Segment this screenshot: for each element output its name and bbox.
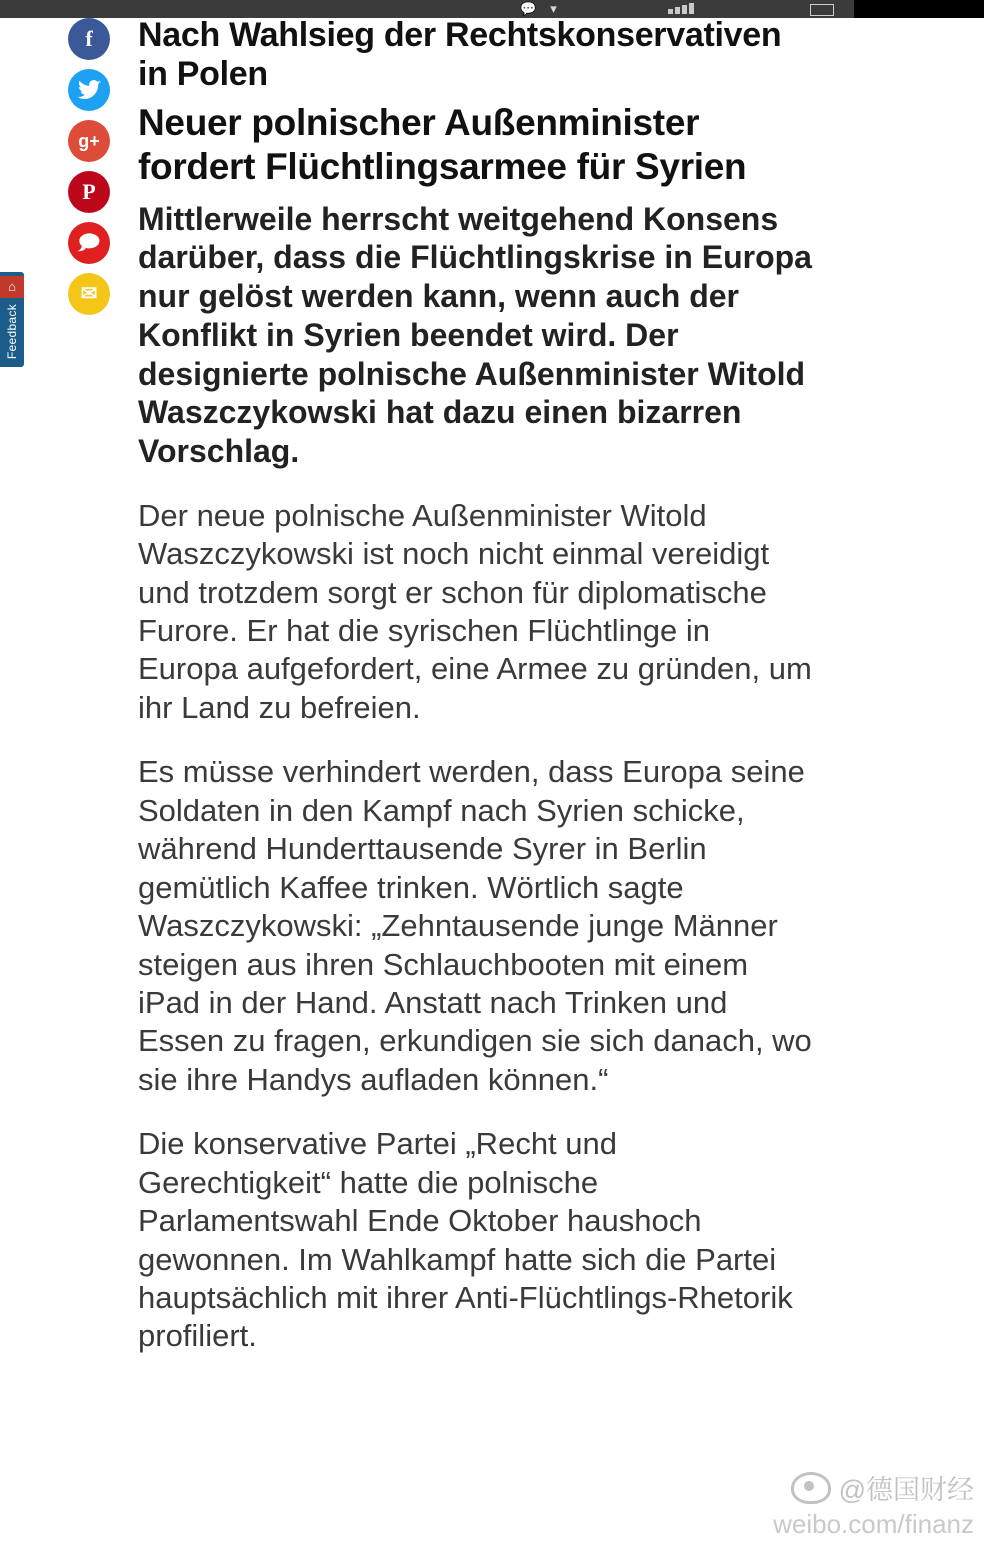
feedback-label: Feedback	[5, 304, 19, 360]
article-kicker: Nach Wahlsieg der Rechtskonservativen in Polen	[138, 16, 782, 94]
twitter-share-button[interactable]	[68, 69, 110, 111]
article-paragraph: Es müsse verhindert werden, dass Europa seine Soldaten in den Kampf nach Syrien schicke, während Hunderttausende Syrer in Berlin gemütlich Kaffee trinken. Wörtlich sagte Waszczykowski: „Zehntausende junge Männer steigen aus ihren Schlauchbooten mit einem iPad in der Hand. Anstatt nach Trinken und Essen zu fragen, erkundigen sie sich danach, wo sie ihre Handys aufladen können.“	[138, 754, 812, 1097]
facebook-share-button[interactable]: f	[68, 18, 110, 60]
feedback-tab[interactable]	[0, 272, 24, 367]
share-rail	[68, 18, 112, 315]
watermark	[773, 1468, 974, 1540]
email-share-button[interactable]: ✉	[68, 273, 110, 315]
home-icon[interactable]: ⌂	[0, 276, 24, 298]
weibo-logo-icon	[791, 1472, 831, 1504]
signal-bars-icon	[668, 3, 694, 14]
battery-icon	[810, 4, 834, 16]
watermark-account: @德国财经	[838, 1475, 974, 1505]
page-title: Neuer polnischer Außenminister fordert Flüchtlingsarmee für Syrien	[138, 101, 747, 188]
chat-icon: 💬	[520, 1, 537, 16]
comments-share-button[interactable]: 🗩	[68, 222, 110, 264]
watermark-url: weibo.com/finanz	[773, 1509, 974, 1539]
googleplus-share-button[interactable]: g+	[68, 120, 110, 162]
article-lead: Mittlerweile herrscht weitgehend Konsens darüber, dass die Flüchtlingskrise in Europa nur gelöst werden kann, wenn auch der Konflikt in Syrien beendet wird. Der designierte polnische Außenminister Witold Waszczykowski hat dazu einen bizarren Vorschlag.	[138, 200, 812, 469]
article-paragraph: Die konservative Partei „Recht und Gerechtigkeit“ hatte die polnische Parlamentswahl Ende Oktober haushoch gewonnen. Im Wahlkampf hatte sich die Partei hauptsächlich mit ihrer Anti-Flüchtlings-Rhetorik profiliert.	[138, 1126, 793, 1354]
pinterest-share-button[interactable]: P	[68, 171, 110, 213]
twitter-bird-icon	[77, 80, 101, 100]
article-paragraph: Der neue polnische Außenminister Witold Waszczykowski ist noch nicht einmal vereidigt und trotzdem sorgt er schon für diplomatische Furore. Er hat die syrischen Flüchtlinge in Europa aufgefordert, eine Armee zu gründen, um ihr Land zu befreien.	[138, 497, 812, 725]
status-bar-right	[854, 0, 984, 18]
chevron-down-icon: ▾	[550, 1, 557, 16]
article	[138, 16, 818, 1382]
